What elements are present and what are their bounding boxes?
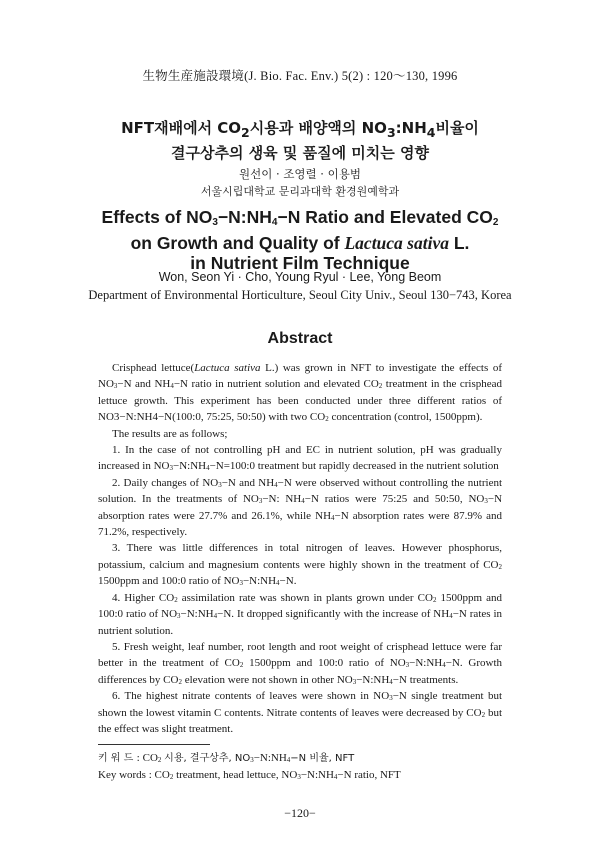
english-authors: Won, Seon Yi · Cho, Young Ryul · Lee, Yong Beom <box>158 270 442 284</box>
running-header: 生物生産施設環境(J. Bio. Fac. Env.) 5(2) : 120～130, 1996 <box>142 69 458 83</box>
korean-keywords: 키 워 드 : $CO_2$ 시용, 결구상추, $NO_3-N:NH_4-N$ 비율, NFT <box>98 752 355 764</box>
english-title-line-2: on Growth and Quality of Lactuca sativa L. <box>130 233 470 253</box>
abstract-heading: Abstract <box>267 330 333 347</box>
result-item-2: 2. Daily changes of $NO_3-N$ and $NH_4-N$ were observed without controlling the nutrient solution. In the treatments of $NO_3-N$: $NH_4-N$ ratios were 75:25 and 50:50, $NO_3-N$ absorption rates were 27.7% and 26.1%, while $NH_4-N$ absorption rates were 87.9% and 71.2%, respectively. <box>98 476 503 539</box>
species-name: Lactuca sativa <box>344 233 449 253</box>
keywords-divider <box>98 744 210 745</box>
korean-title-line-1: NFT재배에서 $CO_2$시용과 배양액의 $NO_3:NH_4$비율이 <box>121 119 479 140</box>
korean-title-line-2: 결구상추의 생육 및 품질에 미치는 영향 <box>171 144 429 162</box>
korean-authors: 원선이 · 조영렬 · 이용범 <box>239 167 361 181</box>
results-label: The results are as follows; <box>112 427 228 440</box>
korean-title <box>0 118 600 163</box>
english-keywords: Key words : $CO_2$ treatment, head lettuce, $NO_3-N:NH_4-N$ ratio, NFT <box>98 769 401 781</box>
result-item-4: 4. Higher $CO_2$ assimilation rate was shown in plants grown under $CO_2$ 1500ppm and 100:0 ratio of $NO_3-N:NH_4-N$. It dropped significantly with the increase of $NH_4-N$ rates in nutrient solution. <box>98 591 503 637</box>
english-affiliation: Department of Environmental Horticulture, Seoul City Univ., Seoul 130−743, Korea <box>88 288 512 302</box>
korean-affiliation: 서울시립대학교 문리과대학 환경원예학과 <box>200 185 400 198</box>
result-item-6: 6. The highest nitrate contents of leaves were shown in $NO_3-N$ single treatment but shown the lowest vitamin C contents. Nitrate contents of leaves were decreased by $CO_2$ but the effect was slight treatment. <box>98 690 503 735</box>
result-item-1: 1. In the case of not controlling pH and EC in nutrient solution, pH was gradually increased in $NO_3-N:NH_4-N=100:0$ treatment but rapidly decreased in the nutrient solution <box>98 444 502 473</box>
english-title <box>0 207 600 273</box>
page-number: −120− <box>284 806 316 820</box>
result-item-5: 5. Fresh weight, leaf number, root length and root weight of crisphead lettuce were far better in the treatment of $CO_2$ 1500ppm and 100:0 ratio of $NO_3-N:NH_4-N$. Growth differences by $CO_2$ elevation were not shown in other $NO_3-N:NH_4-N$ treatments. <box>98 640 503 686</box>
abstract-intro: Crisphead lettuce(Lactuca sativa L.) was grown in NFT to investigate the effects of $NO_3-N$ and $NH_4-N$ ratio in nutrient solution and elevated $CO_2$ treatment in the crisphead lettuce growth. This experiment has been conducted under three different ratios of NO3−N:NH4−N(100:0, 75:25, 50:50) with two $CO_2$ concentration (control, 1500ppm). <box>98 362 502 424</box>
result-item-3: 3. There was little differences in total nitrogen of leaves. However phosphorus, potassium, calcium and magnesium contents were highly shown in the treatment of $CO_2$ 1500ppm and 100:0 ratio of $NO_3-N:NH_4-N$. <box>98 542 502 588</box>
english-title-line-1: Effects of $NO_3-N:NH_4-N$ Ratio and Elevated $CO_2$ <box>101 207 499 228</box>
keywords-block <box>98 750 508 783</box>
english-title-line-3: in Nutrient Film Technique <box>190 253 410 273</box>
abstract-body <box>98 360 502 737</box>
